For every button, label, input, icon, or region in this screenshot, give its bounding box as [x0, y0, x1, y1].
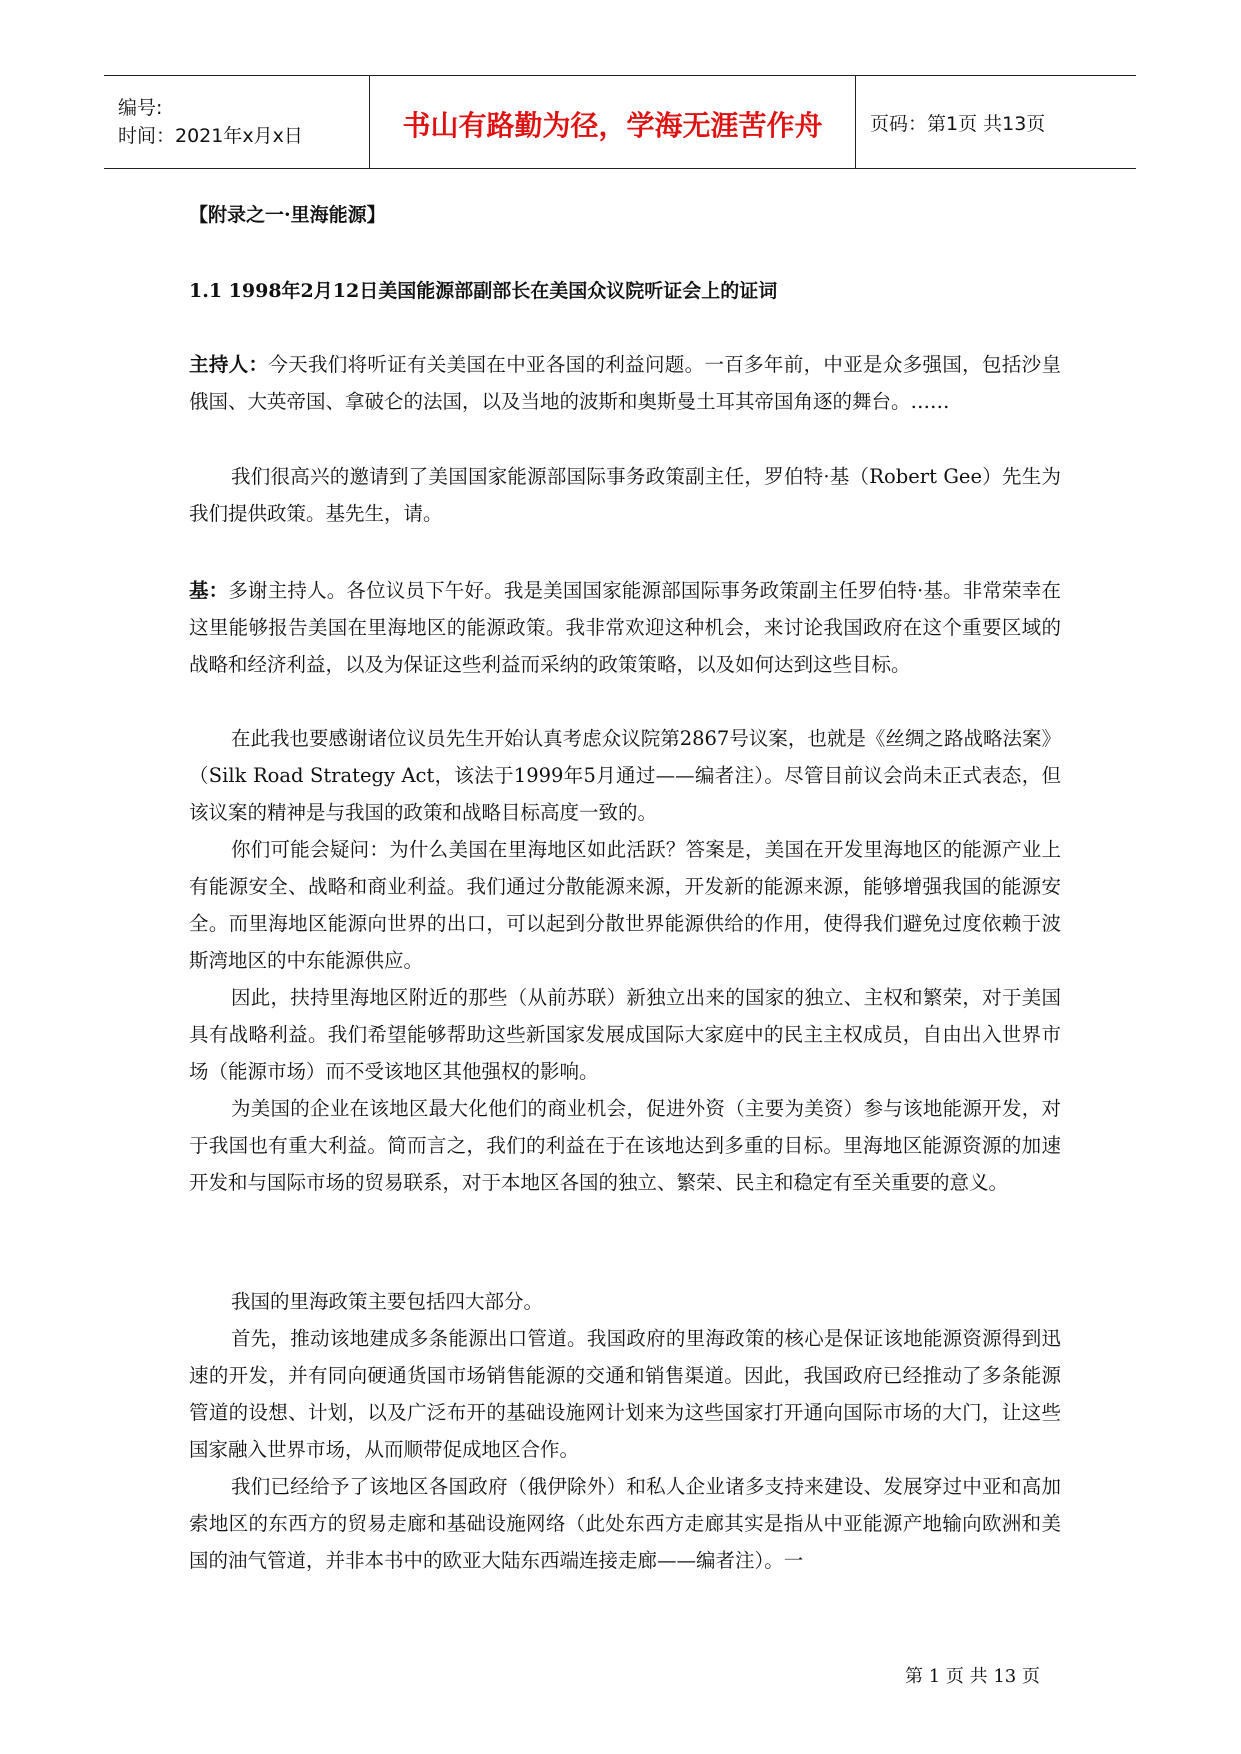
- paragraph-why-active: 你们可能会疑问：为什么美国在里海地区如此活跃？答案是，美国在开发里海地区的能源产业上有能源安全、战略和商业利益。我们通过分散能源来源，开发新的能源来源，能够增强我国的能源安全。而里海地区能源向世界的出口，可以起到分散世界能源供给的作用，使得我们避免过度依赖于波斯湾地区的中东能源供应。: [189, 838, 1061, 972]
- paragraph-strategic-interest: 因此，扶持里海地区附近的那些（从前苏联）新独立出来的国家的独立、主权和繁荣，对于美国具有战略利益。我们希望能够帮助这些新国家发展成国际大家庭中的民主主权成员，自由出入世界市场（能源市场）而不受该地区其他强权的影响。: [189, 986, 1061, 1083]
- page-footer: 第 1 页 共 13 页: [905, 1666, 1040, 1687]
- motto-text: 书山有路勤为径，学海无涯苦作舟: [402, 109, 823, 142]
- paragraph-four-parts: 我国的里海政策主要包括四大部分。: [231, 1290, 544, 1313]
- paragraph-silk-road: 在此我也要感谢诸位议员先生开始认真考虑众议院第2867号议案，也就是《丝绸之路战略法案》（Silk Road Strategy Act，该法于1999年5月通过——编者注）。尽管目前议会尚未正式表态，但该议案的精神是与我国的政策和战略目标高度一致的。: [189, 727, 1061, 824]
- number-label: 编号:: [118, 97, 163, 119]
- header-meta: [104, 76, 370, 168]
- appendix-title: 【附录之一·里海能源】: [189, 204, 386, 226]
- page-label: 页码：第1页 共13页: [870, 112, 1046, 135]
- paragraph-support: 我们已经给予了该地区各国政府（俄伊除外）和私人企业诸多支持来建设、发展穿过中亚和高加索地区的东西方的贸易走廊和基础设施网络（此处东西方走廊其实是指从中亚能源产地输向欧洲和美国的油气管道，并非本书中的欧亚大陆东西端连接走廊——编者注）。一: [189, 1475, 1061, 1572]
- speaker-host: 主持人：: [189, 353, 269, 376]
- paragraph-host-intro: [189, 346, 1061, 420]
- time-label: 时间：2021年x月x日: [118, 125, 303, 147]
- paragraph-pipelines: 首先，推动该地建成多条能源出口管道。我国政府的里海政策的核心是保证该地能源资源得到迅速的开发，并有同向硬通货国市场销售能源的交通和销售渠道。因此，我国政府已经推动了多条能源管道的设想、计划，以及广泛布开的基础设施网计划来为这些国家打开通向国际市场的大门，让这些国家融入世界市场，从而顺带促成地区合作。: [189, 1327, 1061, 1461]
- gee-text: 多谢主持人。各位议员下午好。我是美国国家能源部国际事务政策副主任罗伯特·基。非常荣幸在这里能够报告美国在里海地区的能源政策。我非常欢迎这种机会，来讨论我国政府在这个重要区域的战略和经济利益，以及为保证这些利益而采纳的政策策略，以及如何达到这些目标。: [189, 579, 1061, 676]
- paragraph-gee-opening: [189, 572, 1061, 683]
- section-title: 1.1 1998年2月12日美国能源部副部长在美国众议院听证会上的证词: [189, 280, 778, 302]
- paragraph-commercial-interest: 为美国的企业在该地区最大化他们的商业机会，促进外资（主要为美资）参与该地能源开发，对于我国也有重大利益。简而言之，我们的利益在于在该地达到多重的目标。里海地区能源资源的加速开发和与国际市场的贸易联系，对于本地区各国的独立、繁荣、民主和稳定有至关重要的意义。: [189, 1097, 1061, 1194]
- header-page: [856, 76, 1136, 168]
- host-text: 今天我们将听证有关美国在中亚各国的利益问题。一百多年前，中亚是众多强国，包括沙皇俄国、大英帝国、拿破仑的法国，以及当地的波斯和奥斯曼土耳其帝国角逐的舞台。……: [189, 353, 1061, 413]
- speaker-gee: 基：: [189, 579, 229, 602]
- paragraph-invitation: 我们很高兴的邀请到了美国国家能源部国际事务政策副主任，罗伯特·基（Robert Gee）先生为我们提供政策。基先生，请。: [189, 465, 1061, 525]
- header-motto: [370, 76, 856, 168]
- document-header: [104, 75, 1136, 169]
